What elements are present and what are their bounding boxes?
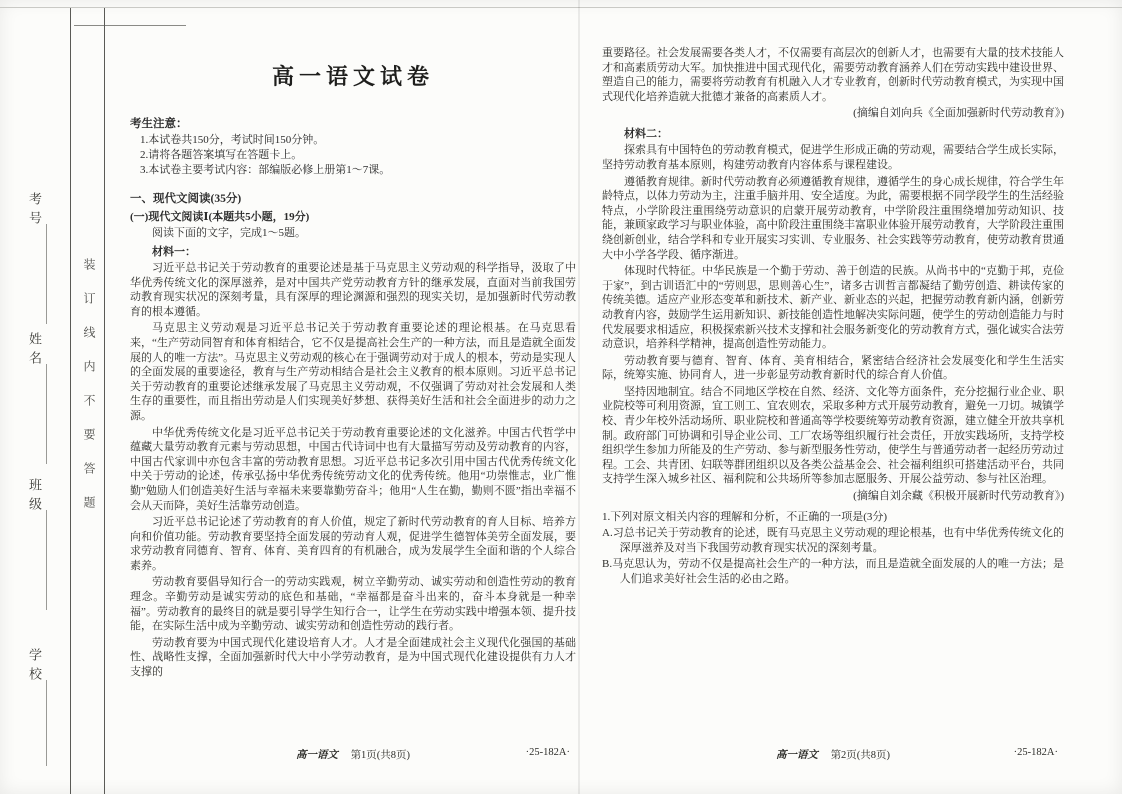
question-1-option-b: B.马克思认为，劳动不仅是提高社会生产的一种方法，而且是造就全面发展的人的唯一方法；是人们追求美好社会生活的必由之路。 bbox=[602, 558, 1064, 585]
school-field-label: 学校 bbox=[27, 648, 42, 686]
material-2-label: 材料二： bbox=[624, 128, 668, 141]
material-2-source: (摘编自刘余藏《积极开展新时代劳动教育》) bbox=[853, 490, 1064, 503]
material-1-paragraph: 中华优秀传统文化是习近平总书记关于劳动教育重要论述的文化滋养。中国古代哲学中蕴藏大量劳动教育元素与劳动思想，中国古代诗词中也有大量描写劳动及劳动教育的内容，中国古代家训中亦包含丰富的劳动教育思想。习近平总书记多次引用中国古代优秀传统文化中关于劳动的论述，传承弘扬中华优秀传统劳动文化的优秀传统。他用“功崇惟志，业广惟勤”勉励人们创造美好生活与幸福未来要靠勤劳奋斗；他用“人生在勤，勤则不匮”指出幸福不会从天而降，美好生活靠劳动创造。 bbox=[130, 426, 576, 512]
reading-instruction: 阅读下面的文字，完成1～5题。 bbox=[152, 227, 306, 239]
material-2-paragraph: 探索具有中国特色的劳动教育模式，促进学生形成正确的劳动观，需要结合学生成长实际，坚持劳动教育基本原则，构建劳动教育内容体系与课程建设。 bbox=[602, 144, 1064, 171]
scan-corner-mark bbox=[74, 25, 186, 26]
material-1-label: 材料一： bbox=[152, 246, 196, 258]
exam-title: 高一语文试卷 bbox=[271, 64, 434, 89]
page-1-footer bbox=[130, 747, 576, 762]
exam-number-fill-line bbox=[46, 224, 47, 324]
seal-line bbox=[70, 8, 71, 794]
seal-warning-text: 装订线内不要答题 bbox=[82, 258, 96, 530]
material-1-paragraph: 劳动教育要倡导知行合一的劳动实践观，树立辛勤劳动、诚实劳动和创造性劳动的教育理念。辛勤劳动是诚实劳动的底色和基础，“幸福都是奋斗出来的，奋斗本身就是一种幸福”。劳动教育的最终目的就是要引导学生知行合一，让学生在劳动实践中增强本领、提升技能，在实际生活中成为辛勤劳动、诚实劳动和创造性劳动的践行者。 bbox=[130, 576, 576, 633]
seal-line bbox=[104, 8, 105, 794]
name-field-label: 姓名 bbox=[27, 332, 42, 370]
page-gutter bbox=[578, 0, 580, 794]
material-1-continuation: 重要路径。社会发展需要各类人才，不仅需要有高层次的创新人才，也需要有大量的技术技能人才和高素质劳动大军。加快推进中国式现代化，需要劳动教育涵养人们在劳动实践中建设世界、塑造自己的能力，需要将劳动教育有机融入人才专业教育，创新时代劳动教育模式，为实现中国式现代化培养造就大批德才兼备的高素质人才。 bbox=[602, 47, 1064, 103]
material-2-paragraph: 遵循教育规律。新时代劳动教育必须遵循教育规律，遵循学生的身心成长规律，符合学生年龄特点，以体力劳动为主，注重手脑并用、安全适度。为此，需要根据不同学段学生的生活经验特点，小学阶段注重围绕劳动意识的启蒙开展劳动教育，中学阶段注重围绕增加劳动知识、技能，兼顾家政学习与职业体验，高中阶段注重围绕丰富职业体验开展劳动教育，大学阶段注重围绕创新创业，结合学科和专业开展实习实训、专业服务、社会实践等劳动教育，使劳动教育贯通大中小学各学段、循序渐进。 bbox=[602, 175, 1064, 261]
notice-item: 3.本试卷主要考试内容：部编版必修上册第1～7课。 bbox=[140, 164, 391, 176]
material-1-paragraph: 习近平总书记关于劳动教育的重要论述是基于马克思主义劳动观的科学指导，汲取了中华优秀传统文化的深厚滋养，是对中国共产党劳动教育方针的继承发展，直面对当前我国劳动教育现实状况的深刻考量，具有深厚的理论渊源和强烈的现实关切，是加强新时代劳动教育的根本遵循。 bbox=[130, 262, 576, 318]
question-1-stem: 1.下列对原文相关内容的理解和分析，不正确的一项是(3分) bbox=[602, 511, 888, 524]
footer-subject: 高一语文 bbox=[775, 750, 818, 761]
notice-item: 2.请将各题答案填写在答题卡上。 bbox=[140, 149, 303, 161]
footer-subject: 高一语文 bbox=[295, 750, 338, 761]
material-1-paragraph: 习近平总书记论述了劳动教育的育人价值，规定了新时代劳动教育的育人目标、培养方向和价值功能。劳动教育要坚持全面发展的劳动育人观，促进学生德智体美劳全面发展，要求劳动教育同德育、智育、体育、美育四育的有机融合，成为发展学生全面和谐的个人综合素养。 bbox=[130, 516, 576, 572]
class-field-label: 班级 bbox=[27, 478, 42, 516]
footer-paper-code: ·25-182A· bbox=[525, 747, 570, 758]
material-1-source: (摘编自刘向兵《全面加强新时代劳动教育》) bbox=[853, 107, 1064, 120]
material-1-paragraph: 劳动教育要为中国式现代化建设培育人才。人才是全面建成社会主义现代化强国的基础性、战略性支撑，全面加强新时代大中小学劳动教育，是为中国式现代化建设提供有力人才支撑的 bbox=[130, 636, 576, 679]
class-fill-line bbox=[46, 510, 47, 610]
material-2-paragraph: 体现时代特征。中华民族是一个勤于劳动、善于创造的民族。从尚书中的“克勤于邦，克俭于家”，到古训语汇中的“劳则思，思则善心生”，诸多古训哲言都凝结了勤劳创造、耕读传家的传统美德。适应产业形态变革和新技术、新产业、新业态的兴起，把握劳动教育新内涵，创新劳动教育内容，鼓励学生运用新知识、新技能创造性地解决实际问题，使学生的劳动创造能力与时代发展要求相适应，积极探索新兴技术支撑和社会服务新变化的劳动教育方式，强化诚实合法劳动意识，培养科学精神，提高创造性劳动能力。 bbox=[602, 265, 1064, 351]
question-1-option-a: A.习总书记关于劳动教育的论述，既有马克思主义劳动观的理论根基，也有中华优秀传统文化的深厚滋养及对当下我国劳动教育现实状况的深刻考量。 bbox=[602, 527, 1064, 554]
scan-top-edge bbox=[0, 7, 1122, 8]
subsection-heading: (一)现代文阅读Ⅰ(本题共5小题，19分) bbox=[130, 211, 310, 223]
notice-item: 1.本试卷共150分，考试时间150分钟。 bbox=[140, 134, 325, 146]
footer-page-number: 第2页(共8页) bbox=[830, 750, 891, 761]
footer-paper-code: ·25-182A· bbox=[1013, 747, 1058, 758]
footer-page-number: 第1页(共8页) bbox=[350, 750, 411, 761]
page-2-column bbox=[602, 46, 1064, 764]
school-fill-line bbox=[46, 680, 47, 766]
name-fill-line bbox=[46, 364, 47, 464]
material-2-paragraph: 劳动教育要与德育、智育、体育、美育相结合，紧密结合经济社会发展变化和学生生活实际，统筹实施、协同育人，进一步彰显劳动教育新时代的综合育人价值。 bbox=[602, 354, 1064, 382]
page-1-column bbox=[130, 52, 576, 764]
exam-number-field-label: 考号 bbox=[27, 192, 42, 230]
notice-heading: 考生注意： bbox=[130, 118, 188, 130]
material-2-paragraph: 坚持因地制宜。结合不同地区学校在自然、经济、文化等方面条件，充分挖掘行业企业、职业院校等可利用资源，宜工则工、宜农则农，采取多种方式开展劳动教育，避免一刀切。城镇学校、青少年校外活动场所、职业院校和普通高等学校要统筹劳动教育资源，建立健全开放共享机制。政府部门可协调和引导企业公司、工厂农场等组织履行社会责任，开放实践场所，支持学校组织学生参加力所能及的生产劳动、参与新型服务性劳动，使学生与普通劳动者一起经历劳动过程。工会、共青团、妇联等群团组织以及各类公益基金会、社会福利组织可搭建活动平台，共同支持学生深入城乡社区、福利院和公共场所等参加志愿服务、开展公益劳动、参与社区治理。 bbox=[602, 385, 1064, 486]
page-2-footer bbox=[602, 747, 1064, 762]
section-heading: 一、现代文阅读(35分) bbox=[130, 193, 242, 205]
material-1-paragraph: 马克思主义劳动观是习近平总书记关于劳动教育重要论述的理论根基。在马克思看来，“生产劳动同智育和体育相结合，它不仅是提高社会生产的一种方法，而且是造就全面发展的人的唯一方法”。马克思主义劳动观的核心在于强调劳动对于成人的根本，劳动是实现人的全面发展的重要途径，教育与生产劳动相结合是社会主义教育的根本原则。习近平总书记关于劳动教育的重要论述继承发展了马克思主义劳动观，不仅强调了劳动对社会发展和人类生存的重要性，而且指出劳动是人们实现美好梦想、获得美好生活和社会全面进步的动力之源。 bbox=[130, 322, 576, 422]
